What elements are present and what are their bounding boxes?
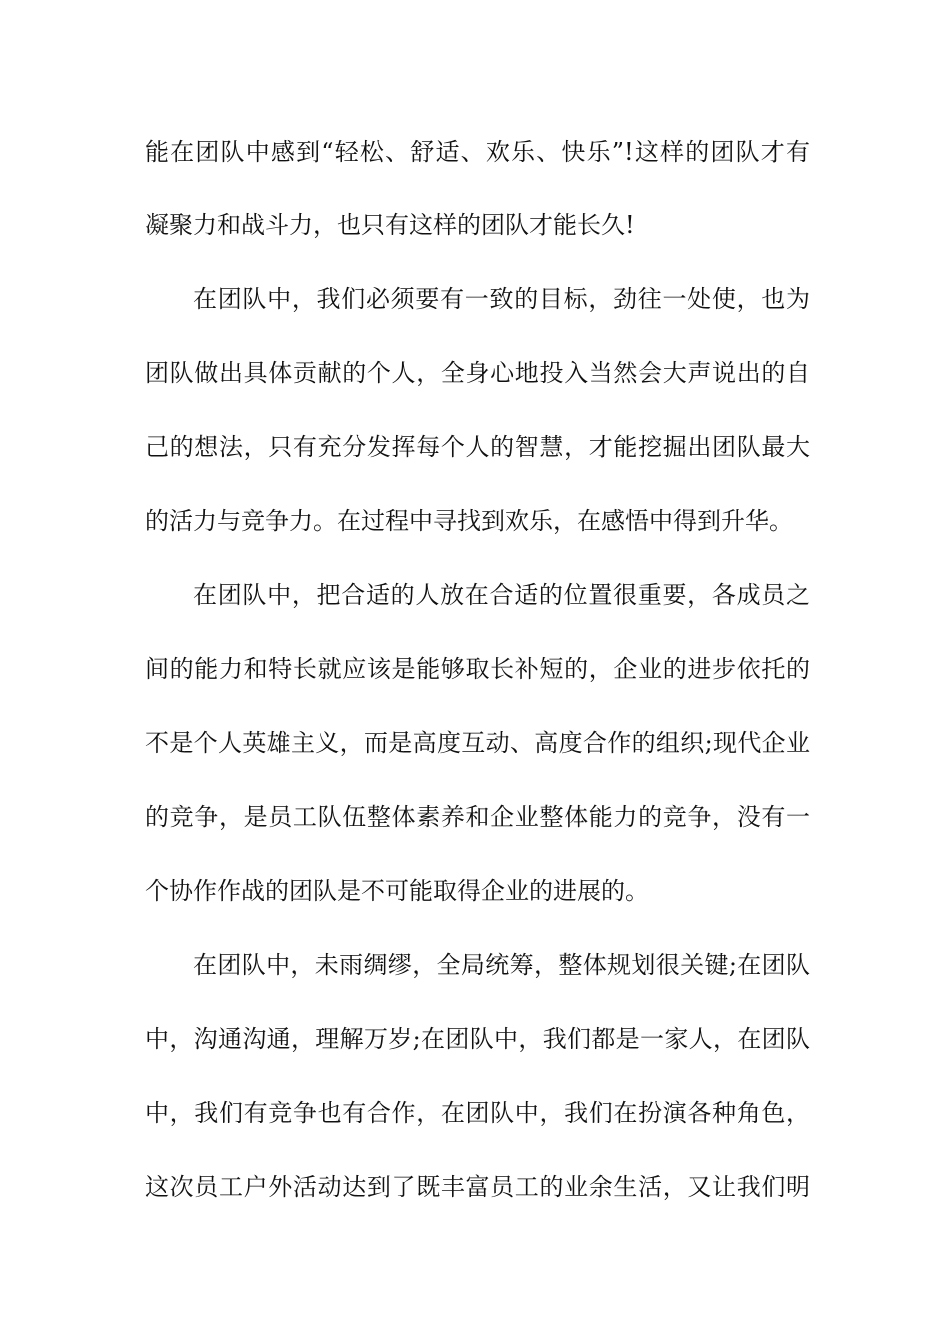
paragraph-first-line: 在团队中，把合适的人放在合适的位置很重要，各成员之 xyxy=(193,581,810,609)
paragraph-first-line: 在团队中，未雨绸缪，全局统筹，整体规划很关键;在团队 xyxy=(193,951,810,979)
text-line: 间的能力和特长就应该是能够取长补短的，企业的进步依托的 xyxy=(145,655,810,683)
text-line: 团队做出具体贡献的个人，全身心地投入当然会大声说出的自 xyxy=(145,359,810,387)
text-line: 凝聚力和战斗力，也只有这样的团队才能长久! xyxy=(145,211,635,239)
paragraph-first-line: 在团队中，我们必须要有一致的目标，劲往一处使，也为 xyxy=(193,285,810,313)
text-line: 中，沟通沟通，理解万岁;在团队中，我们都是一家人，在团队 xyxy=(145,1025,810,1053)
text-line: 能在团队中感到“轻松、舒适、欢乐、快乐”!这样的团队才有 xyxy=(145,138,810,166)
text-line: 这次员工户外活动达到了既丰富员工的业余生活，又让我们明 xyxy=(145,1173,810,1201)
text-line: 中，我们有竞争也有合作，在团队中，我们在扮演各种角色， xyxy=(145,1099,810,1127)
text-line: 个协作作战的团队是不可能取得企业的进展的。 xyxy=(145,877,649,905)
text-line: 己的想法，只有充分发挥每个人的智慧，才能挖掘出团队最大 xyxy=(145,433,810,461)
text-line: 的活力与竞争力。在过程中寻找到欢乐，在感悟中得到升华。 xyxy=(145,507,793,535)
text-line: 的竞争，是员工队伍整体素养和企业整体能力的竞争，没有一 xyxy=(145,803,810,831)
text-line: 不是个人英雄主义，而是高度互动、高度合作的组织;现代企业 xyxy=(145,729,810,757)
